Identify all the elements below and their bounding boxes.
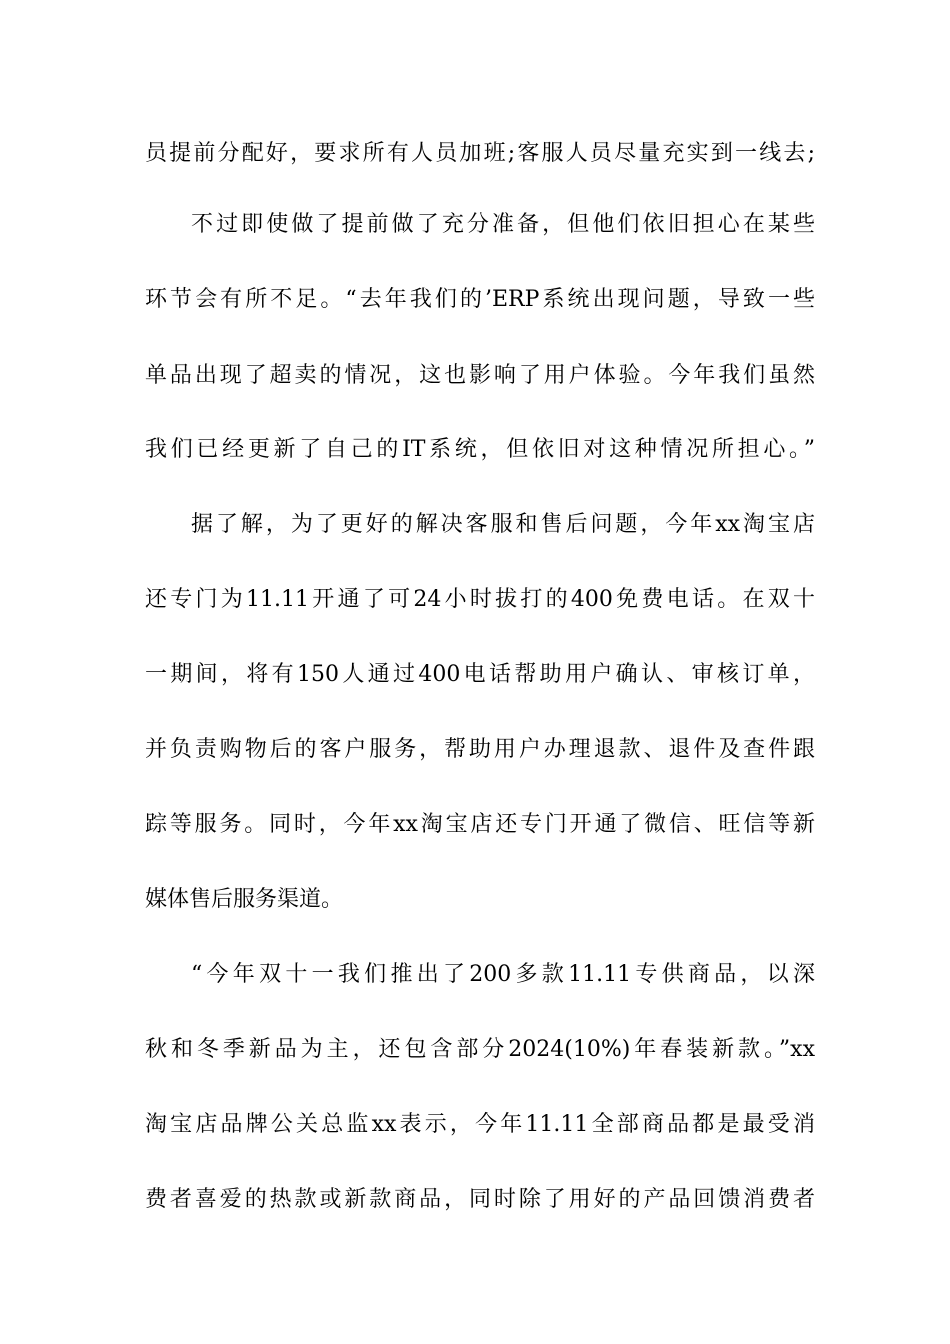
text-line: 媒体售后服务渠道。 — [145, 887, 344, 912]
text-line: 据了解，为了更好的解决客服和售后问题，今年xx淘宝店 — [191, 512, 815, 537]
text-line: “今年双十一我们推出了200多款11.11专供商品，以深 — [191, 962, 815, 987]
text-line: 员提前分配好，要求所有人员加班;客服人员尽量充实到一线去; — [145, 141, 815, 166]
text-line: 淘宝店品牌公关总监xx表示，今年11.11全部商品都是最受消 — [145, 1112, 815, 1137]
text-line: 还专门为11.11开通了可24小时拔打的400免费电话。在双十 — [145, 587, 815, 612]
text-line: 环节会有所不足。“去年我们的’ERP系统出现问题，导致一些 — [145, 287, 815, 312]
text-line: 一期间，将有150人通过400电话帮助用户确认、审核订单， — [145, 662, 815, 687]
text-line: 不过即使做了提前做了充分准备，但他们依旧担心在某些 — [191, 212, 815, 237]
text-line: 单品出现了超卖的情况，这也影响了用户体验。今年我们虽然 — [145, 363, 815, 388]
text-line: 踪等服务。同时，今年xx淘宝店还专门开通了微信、旺信等新 — [145, 812, 815, 837]
text-line: 并负责购物后的客户服务，帮助用户办理退款、退件及查件跟 — [145, 737, 815, 762]
text-line: 秋和冬季新品为主，还包含部分2024(10%)年春装新款。”xx — [145, 1037, 815, 1062]
text-line: 费者喜爱的热款或新款商品，同时除了用好的产品回馈消费者 — [145, 1187, 815, 1212]
text-line: 我们已经更新了自己的IT系统，但依旧对这种情况所担心。” — [145, 437, 815, 462]
